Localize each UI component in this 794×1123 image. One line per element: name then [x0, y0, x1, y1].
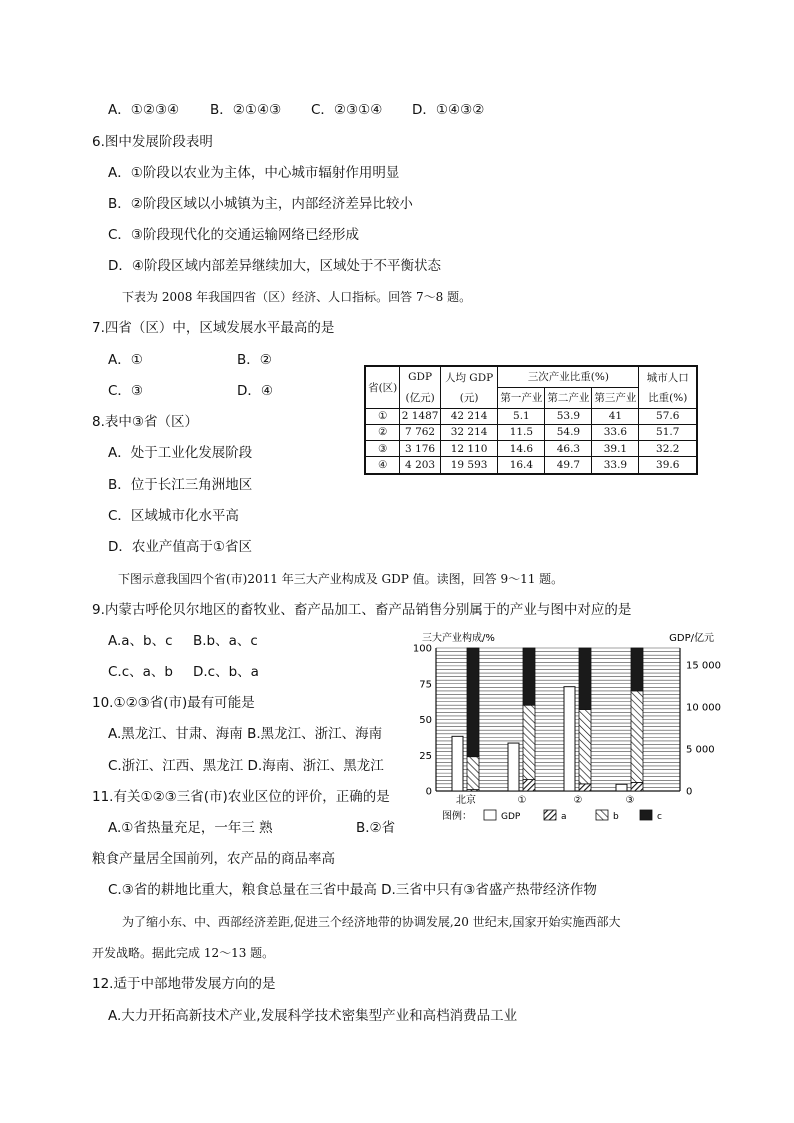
structure-segment-c: [467, 648, 479, 757]
table-cell: 49.7: [545, 457, 592, 474]
table-cell: 14.6: [498, 441, 545, 457]
table-header-gdp-unit: (亿元): [400, 387, 440, 408]
legend-swatch-a: [544, 810, 556, 820]
table-header-urban: 城市人口: [639, 366, 697, 387]
q11-option-b-cont: 粮食产量居全国前列，农产品的商品率高: [92, 851, 335, 867]
gdp-bar: [452, 736, 463, 791]
left-tick-label: 25: [419, 750, 432, 762]
table-cell: 41: [592, 408, 639, 424]
q6-option-a: A．①阶段以农业为主体，中心城市辐射作用明显: [108, 165, 400, 181]
left-tick-label: 0: [425, 786, 432, 798]
q7-option-c: C．③: [108, 383, 144, 399]
legend-label-a: a: [561, 812, 567, 822]
q8-option-c: C．区域城市化水平高: [108, 508, 239, 524]
intro-q12-line1: 为了缩小东、中、西部经济差距,促进三个经济地带的协调发展,20 世纪末,国家开始实施西部大: [122, 915, 621, 929]
legend-label-gdp: GDP: [501, 812, 521, 822]
table-header-secondary: 第二产业: [545, 387, 592, 408]
gdp-bar: [508, 743, 519, 791]
legend-label-c: c: [657, 812, 662, 822]
q7-option-d: D．④: [237, 383, 273, 399]
q11-option-a: A.①省热量充足，一年三 熟: [108, 820, 273, 836]
industry-structure-chart: [412, 628, 721, 828]
table-row: [365, 457, 697, 474]
table-cell: 5.1: [498, 408, 545, 424]
left-tick-label: 50: [419, 715, 432, 726]
right-tick-label: 0: [686, 786, 693, 798]
right-tick-label: 5 000: [686, 744, 715, 756]
table-header-industry-ratio: 三次产业比重(%): [498, 366, 639, 387]
q6-stem: 6.图中发展阶段表明: [92, 134, 213, 150]
q7-option-b: B．②: [237, 352, 272, 368]
structure-segment-b: [631, 691, 643, 783]
legend-label-b: b: [613, 812, 619, 822]
table-cell: 11.5: [498, 424, 545, 440]
table-row: [365, 441, 697, 457]
table-cell: 39.6: [639, 457, 697, 474]
structure-segment-a: [579, 784, 591, 791]
q9-option-c: C.c、a、b: [108, 664, 173, 680]
table-cell: 16.4: [498, 457, 545, 474]
q8-option-a: A．处于工业化发展阶段: [108, 445, 253, 461]
table-cell: 4 203: [400, 457, 440, 474]
table-cell: 7 762: [400, 424, 440, 440]
q8-option-b: B．位于长江三角洲地区: [108, 477, 253, 493]
table-cell: 19 593: [440, 457, 498, 474]
table-cell: 46.3: [545, 441, 592, 457]
left-axis-label: 三大产业构成/%: [422, 633, 495, 644]
left-tick-label: 75: [419, 679, 432, 691]
table-header-pcgdp-unit: (元): [440, 387, 498, 408]
structure-segment-c: [631, 648, 643, 691]
legend-swatch-c: [640, 810, 652, 820]
q8-option-d: D．农业产值高于①省区: [108, 539, 252, 555]
q12-option-a: A.大力开拓高新技术产业,发展科学技术密集型产业和高档消费品工业: [108, 1008, 518, 1024]
table-header-gdp: GDP: [400, 366, 440, 387]
right-tick-label: 15 000: [686, 660, 721, 672]
structure-segment-c: [579, 648, 591, 709]
q6-option-c: C．③阶段现代化的交通运输网络已经形成: [108, 227, 360, 243]
category-label: ②: [573, 795, 583, 806]
right-tick-label: 10 000: [686, 702, 721, 714]
q5-option-d: D．①④③②: [412, 102, 485, 118]
legend-swatch-gdp: [484, 810, 496, 820]
table-header-urban-unit: 比重(%): [639, 387, 697, 408]
table-header-primary: 第一产业: [498, 387, 545, 408]
gdp-bar: [564, 687, 575, 791]
table-cell: 33.6: [592, 424, 639, 440]
category-label: ③: [625, 795, 635, 806]
table-header-pcgdp: 人均 GDP: [440, 366, 498, 387]
table-row: [365, 424, 697, 440]
table-cell: 33.9: [592, 457, 639, 474]
structure-segment-c: [523, 648, 535, 705]
table-row: [365, 408, 697, 424]
structure-segment-a: [631, 782, 643, 791]
q6-option-b: B．②阶段区域以小城镇为主，内部经济差异比较小: [108, 196, 413, 212]
left-tick-label: 100: [412, 643, 432, 655]
q8-stem: 8.表中③省（区）: [92, 414, 198, 430]
q9-option-a: A.a、b、c: [108, 633, 173, 649]
legend-swatch-b: [596, 810, 608, 820]
table-cell: 3 176: [400, 441, 440, 457]
q5-option-c: C．②③①④: [311, 102, 383, 118]
q11-option-cd: C.③省的耕地比重大，粮食总量在三省中最高 D.三省中只有③省盛产热带经济作物: [108, 882, 597, 898]
q7-option-a: A．①: [108, 352, 143, 368]
q5-option-a: A．①②③④: [108, 102, 180, 118]
q6-option-d: D．④阶段区域内部差异继续加大，区域处于不平衡状态: [108, 258, 441, 274]
economic-indicator-table: [364, 365, 698, 475]
table-cell: ①: [365, 408, 400, 424]
table-cell: ②: [365, 424, 400, 440]
chart-svg: [412, 628, 721, 828]
category-label: ①: [517, 795, 527, 806]
table-cell: 51.7: [639, 424, 697, 440]
intro-chart: 下图示意我国四个省(市)2011 年三大产业构成及 GDP 值。读图，回答 9～11 题。: [118, 572, 564, 586]
table-cell: 2 1487: [400, 408, 440, 424]
intro-table: 下表为 2008 年我国四省（区）经济、人口指标。回答 7～8 题。: [122, 290, 472, 304]
table-header-province: 省(区): [365, 366, 400, 408]
table-cell: 39.1: [592, 441, 639, 457]
structure-segment-b: [523, 705, 535, 779]
q7-stem: 7.四省（区）中，区域发展水平最高的是: [92, 320, 335, 336]
table-cell: ④: [365, 457, 400, 474]
table-cell: 32 214: [440, 424, 498, 440]
right-axis-label: GDP/亿元: [669, 633, 714, 644]
q11-option-b: B.②省: [356, 820, 396, 836]
legend-title: 图例：: [442, 811, 472, 822]
q9-stem: 9.内蒙古呼伦贝尔地区的畜牧业、畜产品加工、畜产品销售分别属于的产业与图中对应的是: [92, 602, 632, 618]
q10-stem: 10.①②③省(市)最有可能是: [92, 695, 255, 711]
table-cell: 32.2: [639, 441, 697, 457]
q9-option-d: D.c、b、a: [193, 664, 259, 680]
table-cell: 54.9: [545, 424, 592, 440]
table-header-tertiary: 第三产业: [592, 387, 639, 408]
table-cell: 42 214: [440, 408, 498, 424]
table-cell: 53.9: [545, 408, 592, 424]
q5-option-b: B．②①④③: [210, 102, 282, 118]
table-cell: 57.6: [639, 408, 697, 424]
structure-segment-a: [523, 780, 535, 791]
intro-q12-line2: 开发战略。据此完成 12～13 题。: [92, 946, 275, 960]
q10-options-line2: C.浙江、江西、黑龙江 D.海南、浙江、黑龙江: [108, 758, 384, 774]
table-cell: 12 110: [440, 441, 498, 457]
q12-stem: 12.适于中部地带发展方向的是: [92, 976, 276, 992]
q11-stem: 11.有关①②③三省(市)农业区位的评价，正确的是: [92, 789, 390, 805]
category-label: 北京: [456, 795, 476, 806]
q10-options-line1: A.黑龙江、甘肃、海南 B.黑龙江、浙江、海南: [108, 726, 383, 742]
gdp-bar: [616, 784, 627, 791]
structure-segment-b: [579, 709, 591, 783]
table-cell: ③: [365, 441, 400, 457]
q9-option-b: B.b、a、c: [193, 633, 258, 649]
structure-segment-b: [467, 757, 479, 790]
